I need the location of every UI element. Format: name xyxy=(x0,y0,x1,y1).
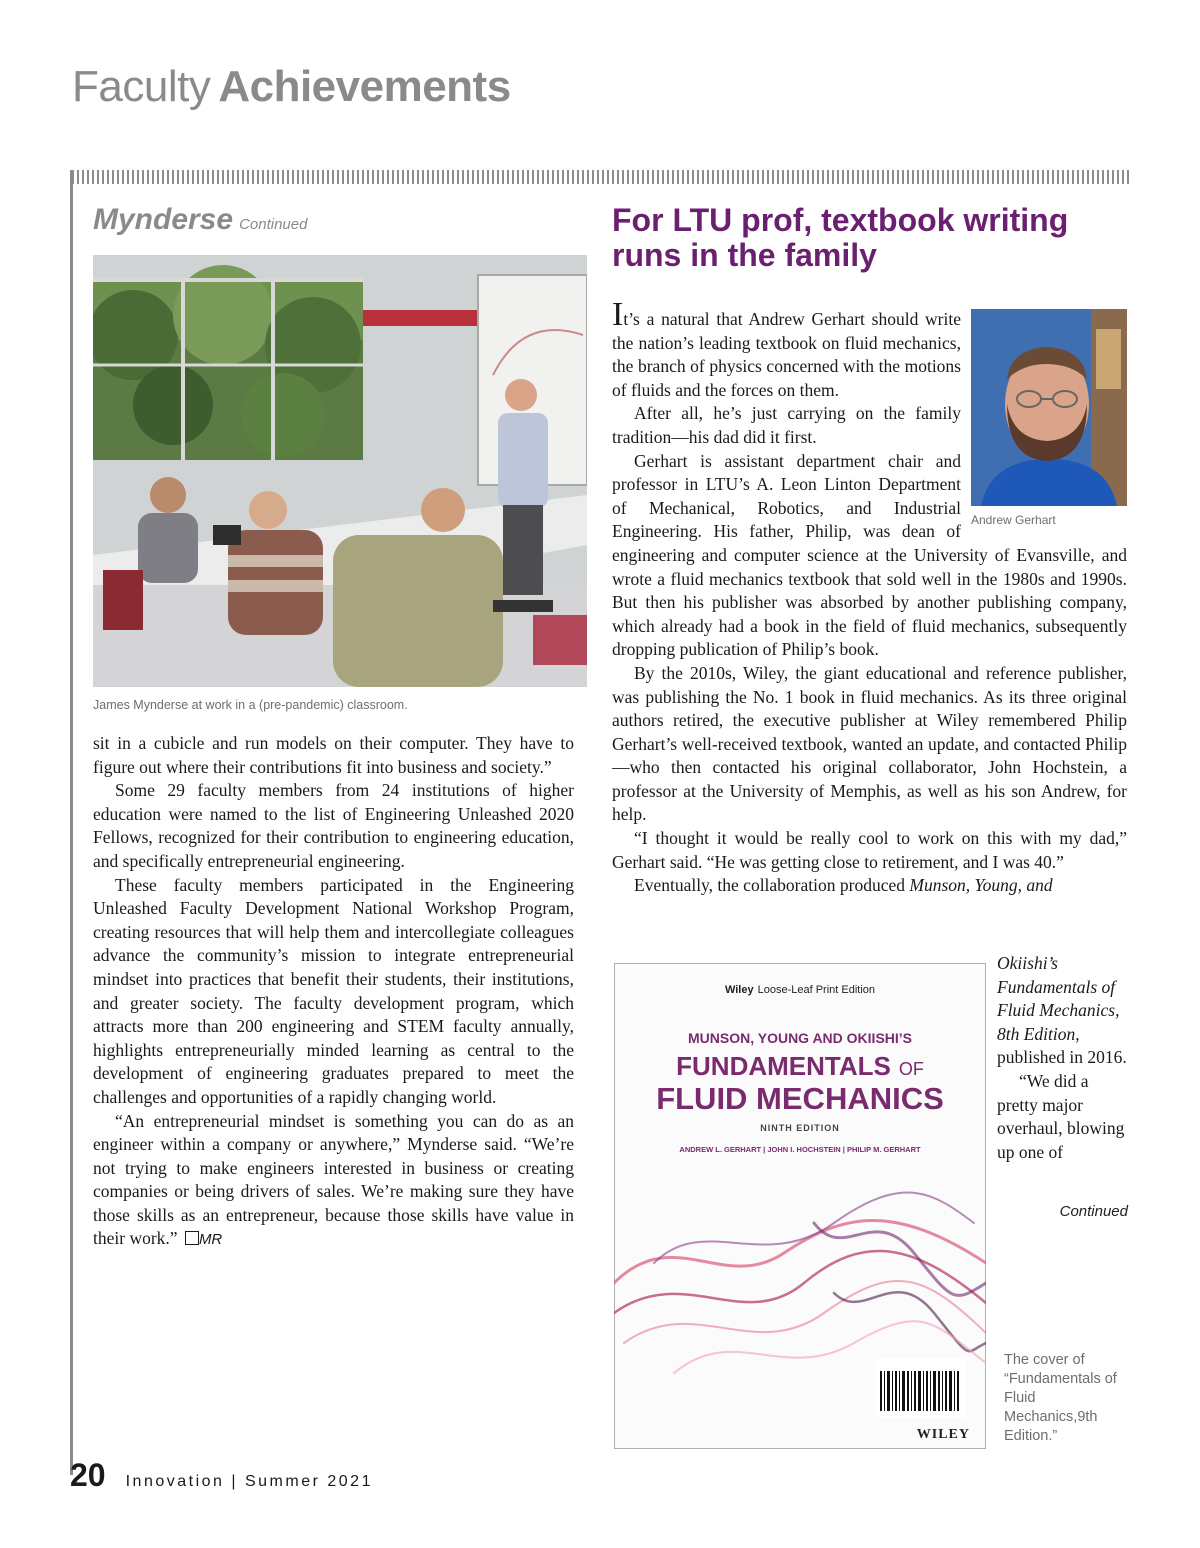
left-paragraph-last xyxy=(93,1110,574,1253)
cover-edition: NINTH EDITION xyxy=(760,1123,840,1133)
narrow-paragraph xyxy=(997,952,1129,1070)
section-header-bold: Achievements xyxy=(218,62,511,111)
right-paragraph-first-text: t’s a natural that Andrew Gerhart should write the nation’s leading textbook on fluid mechanics, the branch of physics concerned with the motions of fluids and the forces on them. xyxy=(612,309,961,400)
right-paragraph: After all, he’s just carrying on the family tradition—his dad did it first. xyxy=(612,403,961,447)
page-number: 20 xyxy=(70,1457,106,1493)
right-paragraph xyxy=(612,874,1127,898)
left-heading-name: Mynderse xyxy=(93,203,234,236)
right-article-body xyxy=(612,296,1127,898)
left-heading-continued: Continued xyxy=(239,216,308,233)
book-title-italic: Munson, Young, and xyxy=(909,875,1053,896)
article-title: For LTU prof, textbook writing runs in the family xyxy=(612,202,1069,273)
page-footer xyxy=(70,1457,373,1494)
section-header xyxy=(72,62,511,112)
right-paragraph: Gerhart is assistant department chair and professor in LTU’s A. Leon Linton Department of Mechanical, Robotics, and Industrial Engineering. His father, Philip, was dean of engineering and computer science at the University of Evansville, and wrote a fluid mechanics textbook that sold well in the 1980s and 1990s. But then his publisher was absorbed by another publishing company, which already had a book in the field of fluid mechanics, subsequently dropping publication of Philip’s book. xyxy=(612,450,1127,660)
classroom-photo-caption: James Mynderse at work in a (pre-pandemic) classroom. xyxy=(93,698,408,712)
cover-publisher: WILEY xyxy=(916,1427,970,1442)
drop-cap: I xyxy=(612,296,624,333)
publication-name: Innovation | Summer 2021 xyxy=(125,1473,373,1490)
right-paragraph: By the 2010s, Wiley, the giant educational and reference publisher, was publishing the No. 1 book in fluid mechanics. As its three original authors retired, the executive publisher at Wiley remembered Philip Gerhart’s well-received textbook, wanted an update, and contacted Philip—who then contacted his original collaborator, John Hochstein, a professor at the University of Memphis, as well as his son Andrew, for help. xyxy=(612,662,1127,825)
cover-edition-tag xyxy=(725,984,875,996)
cover-title-of: OF xyxy=(898,1059,924,1079)
header-rule xyxy=(72,170,1130,184)
classroom-photo xyxy=(93,255,587,687)
left-article-heading xyxy=(93,203,307,237)
cover-authors: ANDREW L. GERHART | JOHN I. HOCHSTEIN | PHILIP M. GERHART xyxy=(679,1145,921,1154)
cover-brand: Wiley xyxy=(724,984,754,996)
narrow-paragraph-text: , published in 2016. xyxy=(997,1023,1127,1068)
left-paragraph: Some 29 faculty members from 24 institutions of higher education were named to the list of Engineering Unleashed 2020 Fellows, recognized for their contribution to engineering education, and specifically entrepreneurial engineering. xyxy=(93,780,574,871)
book-title-italic-cont: Okiishi’s Fundamentals of Fluid Mechanics, 8th Edition xyxy=(997,953,1120,1044)
left-margin-rule xyxy=(70,170,73,1475)
cover-title-line2: FLUID MECHANICS xyxy=(656,1081,944,1116)
left-paragraph: sit in a cubicle and run models on their computer. They have to figure out where their contributions fit into business and society.” xyxy=(93,733,574,777)
cover-title-main: FUNDAMENTALS xyxy=(676,1051,891,1081)
left-paragraph-text: “An entrepreneurial mindset is something you can do as an engineer within a company or anywhere,” Mynderse said. “We’re not trying to make engineers interested in business or creating companies or being drivers of sales. We’re making sure they have those skills as an entrepreneur, because those skills have value in their work.” xyxy=(93,1110,574,1249)
cover-title-line1 xyxy=(676,1051,924,1081)
right-paragraph: “I thought it would be really cool to work on this with my dad,” Gerhart said. “He was getting close to retirement, and I was 40.” xyxy=(612,828,1127,872)
narrow-paragraph: “We did a pretty major overhaul, blowing up one of xyxy=(997,1070,1125,1162)
continued-label: Continued xyxy=(1059,1203,1128,1220)
right-narrow-column xyxy=(997,952,1129,1164)
book-cover-image xyxy=(614,963,986,1449)
end-mark-icon xyxy=(185,1231,199,1245)
right-paragraph-text: Eventually, the collaboration produced xyxy=(634,875,910,896)
left-paragraph: These faculty members participated in the Engineering Unleashed Faculty Development National Workshop Program, creating resources that will help them and intercollegiate colleagues advance the community’s mission to integrate entrepreneurial mindset into practices that benefit their students, their institutions, and greater society. The faculty development program, which attracts more than 200 engineering and STEM faculty annually, highlights entrepreneurially minded learning as central to the development of engineering graduates prepared to meet the challenges and opportunities of a rapidly changing world. xyxy=(93,874,574,1107)
portrait-float-spacer xyxy=(961,305,1127,533)
byline: MR xyxy=(198,1231,223,1249)
section-header-light: Faculty xyxy=(72,62,211,111)
cover-series: MUNSON, YOUNG AND OKIISHI’S xyxy=(687,1030,913,1046)
portrait-caption: Andrew Gerhart xyxy=(971,513,1056,527)
left-article-body xyxy=(93,732,574,1252)
book-cover-caption: The cover of “Fundamentals of Fluid Mechanics,9th Edition.” xyxy=(1004,1352,1117,1444)
cover-edition-rest: Loose-Leaf Print Edition xyxy=(757,984,876,996)
